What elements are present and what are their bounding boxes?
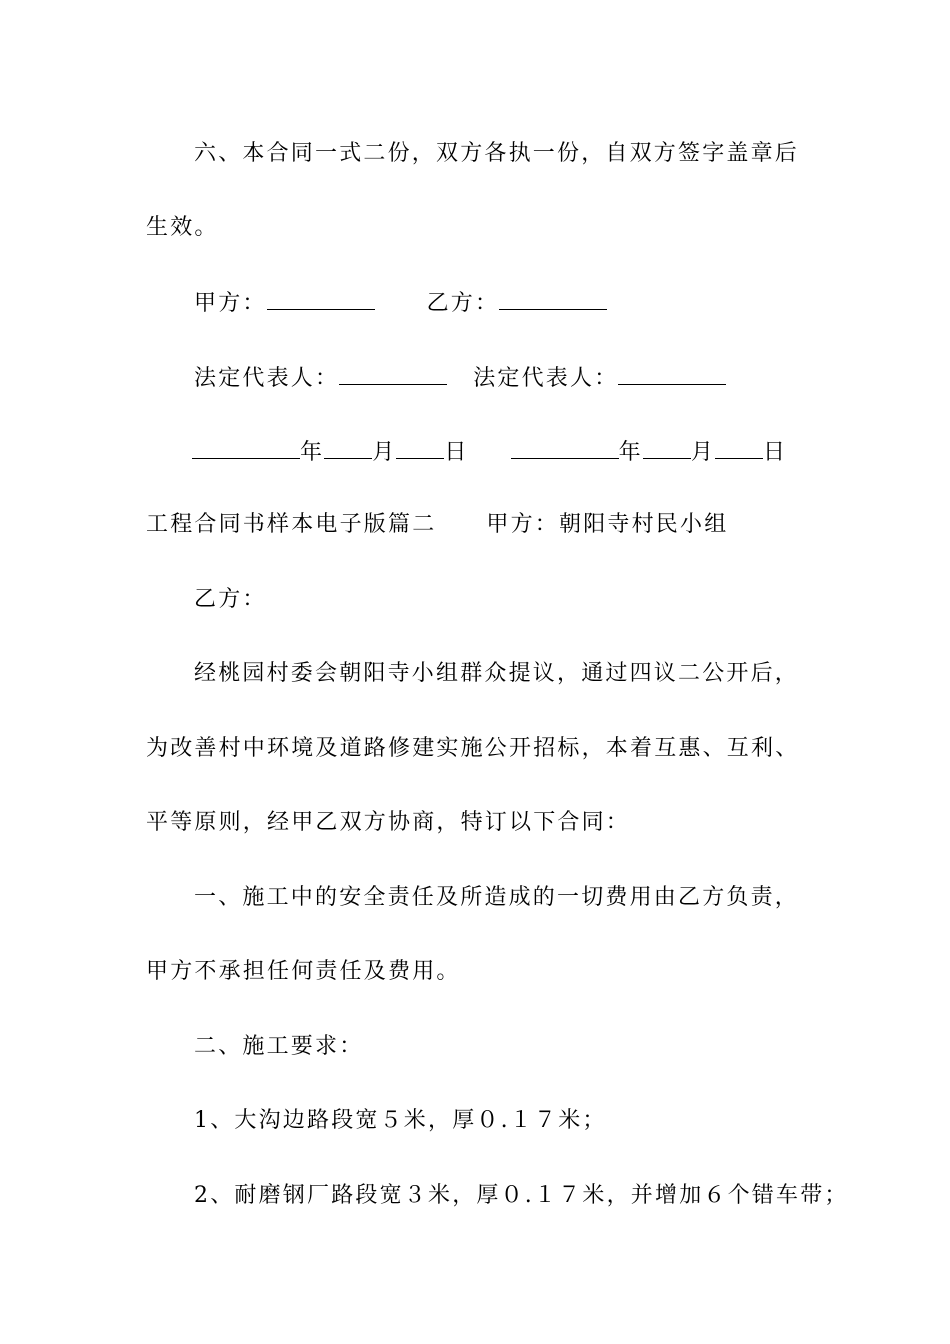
month-a-label: 月	[372, 440, 397, 465]
representative-line	[194, 362, 726, 392]
month-b-blank	[643, 436, 691, 459]
party-a-blank	[267, 287, 375, 310]
year-a-label: 年	[300, 440, 325, 465]
section-heading-line	[146, 510, 728, 540]
clause1-line1: 一、施工中的安全责任及所造成的一切费用由乙方负责，	[194, 885, 800, 910]
rep-b-label: 法定代表人：	[473, 366, 619, 391]
intro-line1: 经桃园村委会朝阳寺小组群众提议，通过四议二公开后，	[194, 661, 800, 686]
clause2-title: 二、施工要求：	[194, 1034, 364, 1059]
party-a-label: 甲方：	[194, 291, 267, 316]
para1-line2: 生效。	[146, 215, 219, 240]
section-title: 工程合同书样本电子版篇二	[146, 512, 437, 537]
requirement-1: 1、大沟边路段宽５米，厚０.１７米；	[194, 1108, 607, 1133]
intro-line2: 为改善村中环境及道路修建实施公开招标，本着互惠、互利、	[146, 736, 800, 761]
month-b-label: 月	[690, 440, 716, 465]
party-b-blank	[499, 287, 607, 310]
clause1-line2: 甲方不承担任何责任及费用。	[146, 959, 461, 984]
rep-a-label: 法定代表人：	[194, 366, 340, 391]
day-b-blank	[715, 436, 763, 459]
requirement-2: 2、耐磨钢厂路段宽３米，厚０.１７米，并增加６个错车带；	[194, 1183, 849, 1208]
intro-line3: 平等原则，经甲乙双方协商，特订以下合同：	[146, 810, 631, 835]
day-a-label: 日	[444, 440, 469, 465]
para1-line1: 六、本合同一式二份，双方各执一份，自双方签字盖章后	[194, 141, 800, 166]
day-b-label: 日	[763, 440, 788, 465]
year-a-blank	[192, 436, 300, 459]
year-b-label: 年	[618, 440, 643, 465]
year-b-blank	[511, 436, 619, 459]
rep-b-blank	[618, 362, 726, 385]
rep-a-blank	[339, 362, 447, 385]
party-b-label: 乙方：	[426, 291, 500, 316]
date-line	[192, 436, 787, 466]
month-a-blank	[324, 436, 372, 459]
party-signature-line	[194, 287, 607, 317]
party-a-full: 甲方：朝阳寺村民小组	[486, 512, 729, 537]
day-a-blank	[396, 436, 444, 459]
party-b-line: 乙方：	[194, 587, 267, 612]
